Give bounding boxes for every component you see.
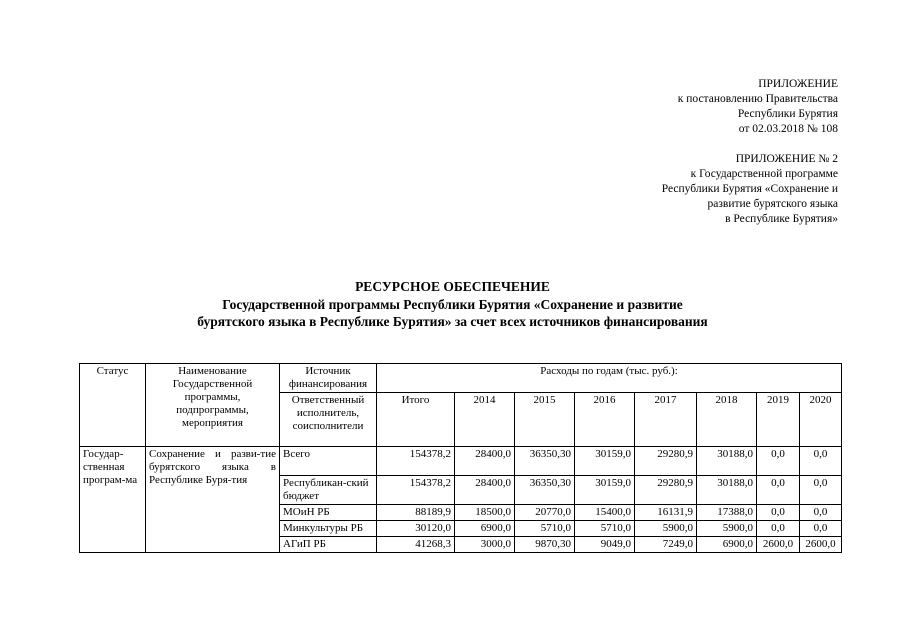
value-cell: 6900,0 — [455, 521, 515, 537]
value-cell: 36350,30 — [515, 476, 575, 505]
value-cell: 28400,0 — [455, 447, 515, 476]
header-year: 2019 — [757, 393, 800, 447]
value-cell: 29280,9 — [635, 476, 697, 505]
appendix-block-2 — [662, 152, 838, 227]
appendix-2-line: к Государственной программе — [690, 168, 838, 180]
header-year: 2015 — [515, 393, 575, 447]
value-cell: 7249,0 — [635, 537, 697, 553]
value-cell: 16131,9 — [635, 505, 697, 521]
value-cell: 2600,0 — [800, 537, 842, 553]
value-cell: 9049,0 — [575, 537, 635, 553]
header-responsible: Ответственный исполнитель, соисполнители — [280, 393, 377, 447]
value-cell: 28400,0 — [455, 476, 515, 505]
value-cell: 154378,2 — [377, 476, 455, 505]
header-expenses: Расходы по годам (тыс. руб.): — [377, 364, 842, 393]
value-cell: 3000,0 — [455, 537, 515, 553]
value-cell: 0,0 — [757, 476, 800, 505]
resource-table — [79, 363, 842, 553]
appendix-2-line: ПРИЛОЖЕНИЕ № 2 — [735, 153, 838, 165]
value-cell: 30188,0 — [697, 476, 757, 505]
value-cell: 30159,0 — [575, 476, 635, 505]
value-cell: 2600,0 — [757, 537, 800, 553]
header-source: Источник финансирования — [280, 364, 377, 393]
value-cell: 15400,0 — [575, 505, 635, 521]
header-year: 2014 — [455, 393, 515, 447]
value-cell: 154378,2 — [377, 447, 455, 476]
appendix-2-line: в Республике Бурятия» — [725, 213, 838, 225]
appendix-1-line: к постановлению Правительства — [677, 93, 838, 105]
value-cell: 0,0 — [757, 505, 800, 521]
document-title — [0, 278, 905, 331]
header-year: 2020 — [800, 393, 842, 447]
value-cell: 29280,9 — [635, 447, 697, 476]
source-cell: Минкультуры РБ — [280, 521, 377, 537]
value-cell: 5710,0 — [575, 521, 635, 537]
value-cell: 30120,0 — [377, 521, 455, 537]
title-line: РЕСУРСНОЕ ОБЕСПЕЧЕНИЕ — [355, 279, 550, 294]
appendix-block-1 — [678, 77, 838, 137]
value-cell: 5710,0 — [515, 521, 575, 537]
appendix-1-line: от 02.03.2018 № 108 — [738, 123, 838, 135]
value-cell: 0,0 — [757, 447, 800, 476]
header-year: Итого — [377, 393, 455, 447]
appendix-1-line: Республики Бурятия — [737, 108, 838, 120]
source-cell: Всего — [280, 447, 377, 476]
value-cell: 18500,0 — [455, 505, 515, 521]
value-cell: 5900,0 — [697, 521, 757, 537]
source-cell: МОиН РБ — [280, 505, 377, 521]
value-cell: 41268,3 — [377, 537, 455, 553]
header-row — [80, 364, 842, 393]
source-cell: Республикан-ский бюджет — [280, 476, 377, 505]
title-line: Государственной программы Республики Бурятия «Сохранение и развитие — [222, 296, 683, 312]
header-name: Наименование Государственной программы, подпрограммы, мероприятия — [146, 364, 280, 447]
title-line: бурятского языка в Республике Бурятия» за счет всех источников финансирования — [197, 314, 708, 329]
table-row — [80, 447, 842, 476]
source-cell: АГиП РБ — [280, 537, 377, 553]
value-cell: 20770,0 — [515, 505, 575, 521]
value-cell: 36350,30 — [515, 447, 575, 476]
value-cell: 9870,30 — [515, 537, 575, 553]
appendix-2-line: Республики Бурятия «Сохранение и — [661, 183, 838, 195]
value-cell: 0,0 — [800, 505, 842, 521]
header-year: 2016 — [575, 393, 635, 447]
value-cell: 17388,0 — [697, 505, 757, 521]
header-status: Статус — [80, 364, 146, 447]
status-cell: Государ-ственная програм-ма — [80, 447, 146, 553]
value-cell: 0,0 — [800, 476, 842, 505]
value-cell: 0,0 — [800, 447, 842, 476]
header-year: 2018 — [697, 393, 757, 447]
value-cell: 0,0 — [800, 521, 842, 537]
header-year: 2017 — [635, 393, 697, 447]
value-cell: 30159,0 — [575, 447, 635, 476]
value-cell: 5900,0 — [635, 521, 697, 537]
appendix-2-line: развитие бурятского языка — [707, 198, 838, 210]
appendix-1-line: ПРИЛОЖЕНИЕ — [758, 78, 838, 90]
value-cell: 6900,0 — [697, 537, 757, 553]
value-cell: 88189,9 — [377, 505, 455, 521]
value-cell: 0,0 — [757, 521, 800, 537]
value-cell: 30188,0 — [697, 447, 757, 476]
program-name-cell: Сохранение и разви-тие бурятского языка в Республике Буря-тия — [146, 447, 280, 553]
